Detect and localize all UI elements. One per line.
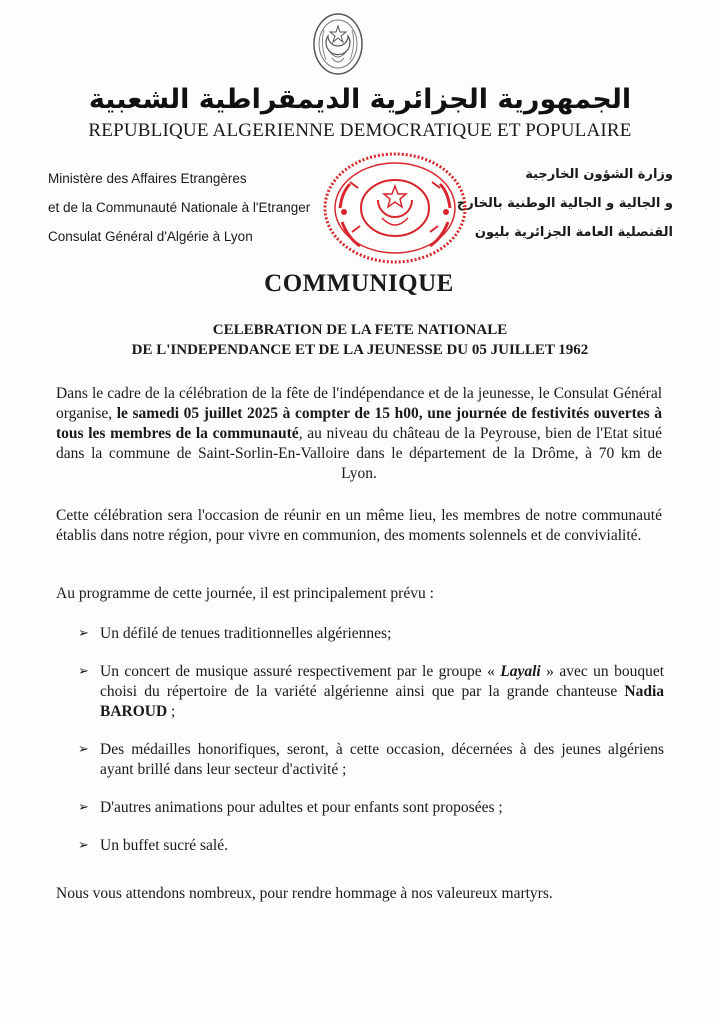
ministry-line-ar: و الجالية و الجالية الوطنية بالخارج: [456, 196, 673, 211]
ministry-line-ar: وزارة الشؤون الخارجية: [525, 167, 673, 182]
band-name: Layali: [500, 663, 541, 680]
ministry-line: et de la Communauté Nationale à l'Etranger: [48, 200, 311, 215]
list-item-text: D'autres animations pour adultes et pour enfants sont proposées ;: [100, 799, 503, 816]
list-item-text: Un buffet sucré salé.: [100, 837, 228, 854]
list-item-text: ;: [167, 703, 176, 720]
official-stamp-icon: [320, 152, 470, 268]
list-item: [78, 624, 664, 644]
list-item: [78, 798, 664, 818]
heading-line: DE L'INDEPENDANCE ET DE LA JEUNESSE DU 05 JUILLET 1962: [131, 342, 589, 358]
arrow-bullet-icon: ➢: [78, 626, 89, 641]
arrow-bullet-icon: ➢: [78, 742, 89, 757]
list-item-text: Des médailles honorifiques, seront, à cette occasion, décernées à des jeunes algériens ayant brillé dans leur secteur d'activité ;: [100, 741, 664, 778]
arrow-bullet-icon: ➢: [78, 664, 89, 679]
arrow-bullet-icon: ➢: [78, 838, 89, 853]
closing-sentence: Nous vous attendons nombreux, pour rendre hommage à nos valeureux martyrs.: [56, 885, 553, 902]
list-item-text: Un concert de musique assuré respectivement par le groupe «: [100, 663, 501, 680]
singer-name: Nadia BAROUD: [100, 683, 664, 720]
french-republic-title: REPUBLIQUE ALGERIENNE DEMOCRATIQUE ET POPULAIRE: [88, 120, 632, 141]
list-item-text: » avec un bouquet choisi du répertoire de la variété algérienne ainsi que par la grande chanteuse: [100, 663, 665, 700]
list-item: [78, 662, 664, 722]
paragraph-text: Dans le cadre de la célébration de la fête de l'indépendance et de la jeunesse, le Consulat Général organise,: [56, 385, 662, 422]
consulate-line: Consulat Général d'Algérie à Lyon: [48, 229, 253, 244]
consulate-line-ar: القنصلية العامة الجزائرية بليون: [474, 225, 673, 240]
ministry-header-fr: [48, 164, 358, 251]
paragraph-text: , au niveau du château de la Peyrouse, bien de l'Etat situé dans la commune de Saint-Sorlin-En-Valloire dans le département de la Drôme, à 70 km de Lyon.: [56, 425, 662, 482]
algeria-emblem-icon: [310, 6, 366, 82]
program-list: [78, 624, 664, 856]
document-title: COMMUNIQUE: [264, 270, 454, 297]
ministry-line: Ministère des Affaires Etrangères: [48, 171, 247, 186]
arrow-bullet-icon: ➢: [78, 800, 89, 815]
event-heading: [60, 320, 660, 360]
purpose-paragraph: Cette célébration sera l'occasion de réunir en un même lieu, les membres de notre communauté établis dans notre région, pour vivre en communion, des moments solennels et de convivialité.: [56, 507, 662, 544]
event-date-highlight: le samedi 05 juillet 2025 à compter de 15 h00, une journée de festivités ouvertes à tous les membres de la communauté: [56, 405, 663, 442]
list-item: [78, 740, 664, 780]
program-intro: Au programme de cette journée, il est principalement prévu :: [56, 585, 434, 602]
heading-line: CELEBRATION DE LA FETE NATIONALE: [212, 322, 508, 338]
arabic-republic-title: الجمهورية الجزائرية الديمقراطية الشعبية: [88, 84, 632, 115]
list-item: [78, 836, 664, 856]
intro-paragraph: [56, 384, 662, 484]
list-item-text: Un défilé de tenues traditionnelles algériennes;: [100, 625, 392, 642]
